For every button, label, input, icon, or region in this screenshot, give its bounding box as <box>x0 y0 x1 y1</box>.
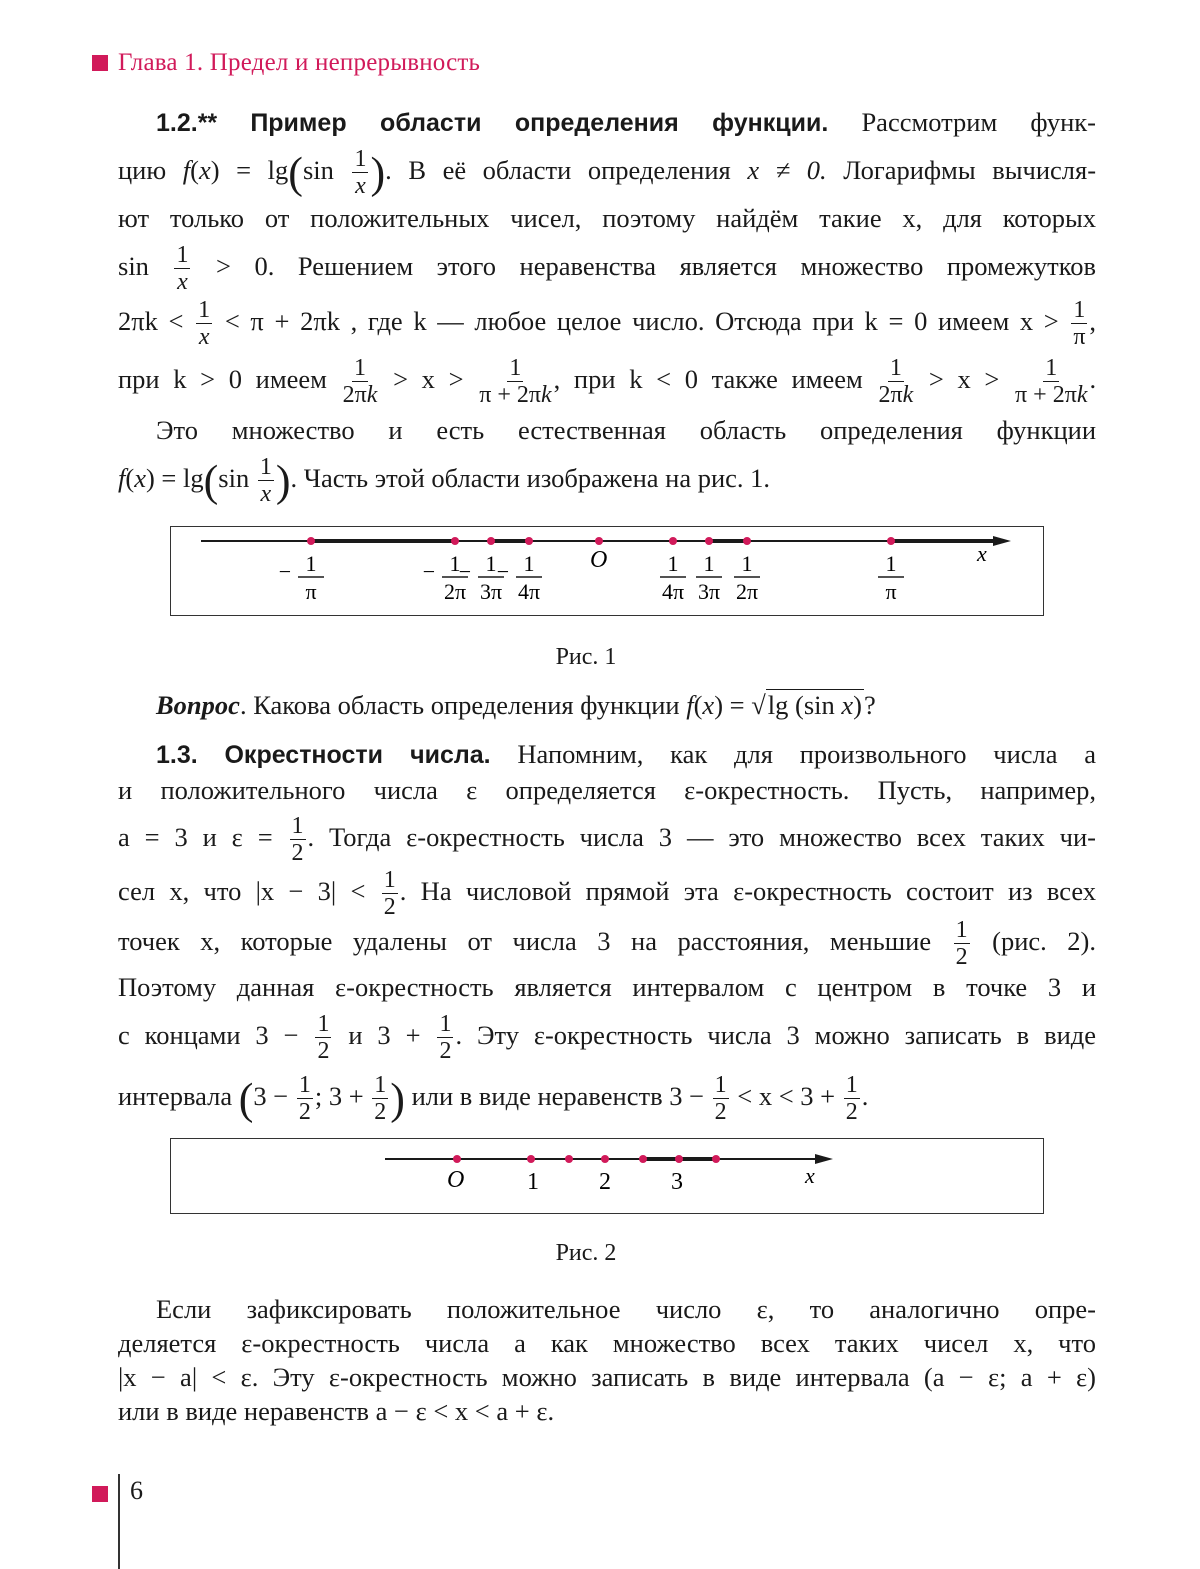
fraction: $\frac{1}{2}$ <box>845 1072 858 1126</box>
fraction: $\frac{1}{x}$ <box>176 242 189 296</box>
formula: f <box>182 155 191 185</box>
tick-numerator: 1 <box>703 551 715 576</box>
text-span: > x > <box>928 364 1000 394</box>
tick-denominator: 3π <box>697 579 721 604</box>
tick-sign: − <box>496 559 510 584</box>
text-span: точек x, которые удалены от числа 3 на расстояния, меньшие <box>118 926 932 956</box>
text-span: > 0. Решением этого неравенства является множество промежутков <box>216 251 1097 281</box>
header-marker <box>92 55 108 71</box>
axis-label-x: x <box>977 541 987 566</box>
fraction: $\frac{1}{2}$ <box>374 1072 387 1126</box>
tick-numerator: 1 <box>667 551 679 576</box>
tick-sign: − <box>422 559 436 584</box>
text-span: . Тогда ε-окрестность числа 3 — это множество всех таких чи- <box>307 822 1096 852</box>
question-label: Вопрос <box>156 690 240 720</box>
tick-numerator: 1 <box>885 551 897 576</box>
tick-denominator: 3π <box>479 579 503 604</box>
text-span: или в виде неравенств 3 − <box>411 1081 705 1111</box>
text-line: или в виде неравенств a − ε < x < a + ε. <box>118 1396 555 1426</box>
fraction: $\frac{1}{2\pi k}$ <box>342 355 378 409</box>
number-line-point <box>565 1155 573 1163</box>
text-span: . Эту ε-окрестность числа 3 можно записать в виде <box>455 1020 1097 1050</box>
text-span: , при k < 0 также имеем <box>553 364 863 394</box>
number-line-point <box>675 1155 683 1163</box>
fraction: $\frac{1}{x}$ <box>354 146 367 200</box>
text-span: 2πk < <box>118 306 184 336</box>
section-number: 1.3. <box>156 741 198 769</box>
tick-point <box>705 537 713 545</box>
tick-point <box>451 537 459 545</box>
text-span: В её области определения <box>408 155 731 185</box>
section-number: 1.2.** <box>156 109 218 137</box>
number-line-1 <box>171 527 1043 615</box>
text-span: . <box>1089 364 1097 394</box>
text-span: Напомним, как для произвольного числа a <box>517 739 1097 769</box>
text-span: . <box>861 1081 869 1111</box>
tick-denominator: π <box>305 579 317 604</box>
tick-point <box>887 537 895 545</box>
tick-sign: − <box>278 559 292 584</box>
number-line-point <box>639 1155 647 1163</box>
text-line: ют только от положительных чисел, поэтому найдём такие x, для которых <box>118 203 1096 233</box>
origin-point <box>595 537 603 545</box>
section-title: Окрестности числа. <box>224 741 491 769</box>
tick-label-3: 3 <box>671 1169 683 1195</box>
text-line: деляется ε-окрестность числа a как множество всех таких чисел x, что <box>118 1328 1096 1358</box>
text-span: > x > <box>393 364 464 394</box>
section-1-2: 1.2.** Пример области определения функции. Рассмотрим функ- цию f(x) = lg(sin $\frac{1}{x}$ ). В её области определения x ≠ 0. Логарифмы вычисля- ют только от положительных чисел, поэтому найдём такие x, для которых sin $\frac{1}{x}$ > 0. Решением этого неравенства является множество промежутков 2πk < $\frac{1}{x}$ < π + 2πk , где k — любое целое число. Отсюда при k = 0 имеем x > $\frac{1}{\pi}$ , при k > 0 имеем $\frac{1}{2\pi k}$ > x > $\frac{1}{\pi + 2\pi k}$ , при k < 0 также имеем $\frac{1}{2\pi k}$ > x > $\frac{1}{\pi + 2\pi k}$ . Это множество и есть естественная область определения функции f(x) = lg(sin $\frac{1}{x}$ ). Часть этой области изображена на рис. 1. <box>118 107 1097 508</box>
footer-marker <box>92 1486 108 1502</box>
tick-denominator: 2π <box>735 579 759 604</box>
question-end: ? <box>863 690 876 720</box>
number-line-2 <box>171 1139 1043 1213</box>
question: Вопрос. Какова область определения функции f(x) = √lg (sin x)? <box>156 690 876 720</box>
formula: f <box>118 463 126 493</box>
text-line: Поэтому данная ε-окрестность является интервалом с центром в точке 3 и <box>118 972 1096 1002</box>
chapter-header <box>92 46 480 80</box>
number-line-point <box>453 1155 461 1163</box>
tick-numerator: 1 <box>741 551 753 576</box>
text-span: цию <box>118 155 167 185</box>
text-span: < π + 2πk , где k — любое целое число. Отсюда при k = 0 имеем x > <box>224 306 1059 336</box>
text-line: Рассмотрим функ- <box>861 107 1097 137</box>
tick-numerator: 1 <box>523 551 535 576</box>
text-span: и 3 + <box>348 1020 421 1050</box>
chapter-title: Глава 1. Предел и непрерывность <box>118 49 481 76</box>
fraction: $\frac{1}{2}$ <box>383 867 396 921</box>
number-line-point <box>712 1155 720 1163</box>
tick-point <box>487 537 495 545</box>
text-span: < x < 3 + <box>737 1081 836 1111</box>
section-1-3: 1.3. Окрестности числа. Напомним, как для произвольного числа a и положительного числа ε определяется ε-окрестность. Пусть, например, a = 3 и ε = $\frac{1}{2}$ . Тогда ε-окрестность числа 3 — это множество всех таких чи- сел x, что |x − 3| < $\frac{1}{2}$ . На числовой прямой эта ε-окрестность состоит из всех точек x, которые удалены от числа 3 на расстояния, меньшие $\frac{1}{2}$ (рис. 2). Поэтому данная ε-окрестность является интервалом с центром в точке 3 и с концами 3 − $\frac{1}{2}$ и 3 + $\frac{1}{2}$ . Эту ε-окрестность числа 3 можно записать в виде интервала (3 − $\frac{1}{2}$ ; 3 + $\frac{1}{2}$ ) или в виде неравенств 3 − $\frac{1}{2}$ < x < 3 + $\frac{1}{2}$ . <box>118 739 1097 1126</box>
closing-paragraph <box>118 1292 1096 1428</box>
fraction: $\frac{1}{x}$ <box>198 297 211 351</box>
fraction: $\frac{1}{2}$ <box>955 917 968 971</box>
tick-point <box>525 537 533 545</box>
fraction: $\frac{1}{x}$ <box>259 454 272 508</box>
figure-2-caption: Рис. 2 <box>555 1240 617 1266</box>
fraction: $\frac{1}{2}$ <box>291 813 304 867</box>
tick-numerator: 1 <box>449 551 461 576</box>
text-span: при k > 0 имеем <box>118 364 327 394</box>
formula: x ≠ 0. <box>747 155 827 185</box>
text-line: Это множество и есть естественная область определения функции <box>156 415 1096 445</box>
fraction: $\frac{1}{2}$ <box>298 1072 311 1126</box>
tick-denominator: π <box>885 579 897 604</box>
text-span: , <box>1089 306 1097 336</box>
text-span: a = 3 и ε = <box>118 822 273 852</box>
tick-numerator: 1 <box>305 551 317 576</box>
page-number: 6 <box>130 1476 143 1505</box>
text-span: sin <box>118 251 149 281</box>
tick-numerator: 1 <box>485 551 497 576</box>
fraction: $\frac{1}{2}$ <box>714 1072 727 1126</box>
fraction: $\frac{1}{\pi + 2\pi k}$ <box>479 355 552 409</box>
text-span: Логарифмы вычисля- <box>843 155 1097 185</box>
tick-label <box>279 551 324 604</box>
tick-denominator: 4π <box>517 579 541 604</box>
tick-sign: − <box>458 559 472 584</box>
tick-label <box>734 551 760 604</box>
tick-label-2: 2 <box>599 1169 611 1195</box>
origin-label: O <box>447 1167 465 1193</box>
tick-denominator: 4π <box>661 579 685 604</box>
tick-label <box>660 551 686 604</box>
origin-label: O <box>590 547 608 573</box>
tick-label <box>878 551 904 604</box>
text-span: . На числовой прямой эта ε-окрестность состоит из всех <box>399 876 1096 906</box>
tick-point <box>743 537 751 545</box>
text-span: интервала <box>118 1081 233 1111</box>
axis-label-x: x <box>805 1163 815 1188</box>
text-span: сел x, что |x − 3| < <box>118 876 366 906</box>
fraction: $\frac{1}{\pi}$ <box>1073 297 1086 351</box>
footer-rule <box>118 1474 120 1569</box>
fraction: $\frac{1}{\pi + 2\pi k}$ <box>1015 355 1088 409</box>
section-title: Пример области определения функции. <box>250 109 829 137</box>
number-line-point <box>527 1155 535 1163</box>
figure-1 <box>170 526 1044 616</box>
number-line-point <box>601 1155 609 1163</box>
tick-point <box>669 537 677 545</box>
text-line: |x − a| < ε. Эту ε-окрестность можно записать в виде интервала (a − ε; a + ε) <box>118 1362 1096 1392</box>
fraction: $\frac{1}{2\pi k}$ <box>878 355 914 409</box>
text-span: 3 − <box>253 1081 289 1111</box>
text-span: с концами 3 − <box>118 1020 299 1050</box>
tick-label <box>696 551 722 604</box>
tick-point <box>307 537 315 545</box>
question-text: . Какова область определения функции <box>239 690 680 720</box>
text-span: ; 3 + <box>314 1081 364 1111</box>
fraction: $\frac{1}{2}$ <box>317 1011 330 1065</box>
text-span: (рис. 2). <box>992 926 1097 956</box>
text-line: и положительного числа ε определяется ε-окрестность. Пусть, например, <box>118 775 1096 805</box>
tick-label-1: 1 <box>527 1169 539 1195</box>
tick-label <box>497 551 542 604</box>
figure-1-caption: Рис. 1 <box>555 644 617 670</box>
text-line: Если зафиксировать положительное число ε, то аналогично опре- <box>156 1294 1096 1324</box>
tick-denominator: 2π <box>443 579 467 604</box>
figure-2 <box>170 1138 1044 1214</box>
fraction: $\frac{1}{2}$ <box>439 1011 452 1065</box>
text-span: . Часть этой области изображена на рис. 1. <box>290 463 771 493</box>
